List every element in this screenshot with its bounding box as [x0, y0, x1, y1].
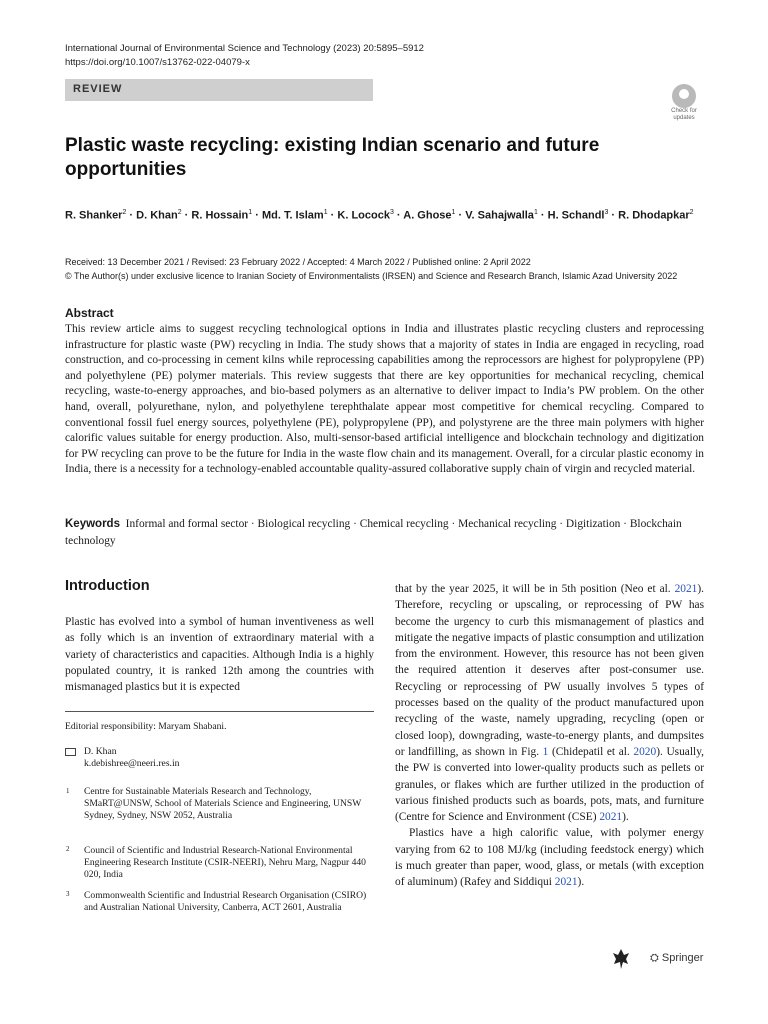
affiliation-3: Commonwealth Scientific and Industrial Research Organisation (CSIRO) and Australian National University, Canberra, ACT 2601, Australia: [84, 890, 367, 914]
keywords-block: [65, 516, 704, 549]
journal-header: [65, 42, 424, 70]
ref-link-rafey-2021[interactable]: 2021: [554, 876, 578, 889]
footnote-divider: [65, 711, 374, 712]
author-name[interactable]: A. Ghose: [403, 209, 452, 222]
badge-line2: updates: [673, 115, 695, 121]
journal-doi[interactable]: https://doi.org/10.1007/s13762-022-04079-x: [65, 57, 250, 68]
affiliation-1: Centre for Sustainable Materials Research and Technology, SMaRT@UNSW, School of Materials Science and Engineering, UNSW Sydney, Sydney, NSW 2052, Australia: [84, 786, 362, 822]
author-affiliation-mark: 1: [451, 209, 456, 216]
check-for-updates-badge[interactable]: [664, 84, 704, 126]
keywords-label: Keywords: [65, 518, 120, 530]
keywords-text: Informal and formal sector · Biological recycling · Chemical recycling · Mechanical recycling · Digitization · Blockchain technology: [65, 518, 682, 547]
author-name[interactable]: R. Shanker: [65, 209, 123, 222]
author-affiliation-mark: 2: [689, 209, 694, 216]
author-affiliation-mark: 1: [533, 209, 538, 216]
intro-paragraph-2: Plastics have a high calorific value, with polymer energy varying from 62 to 108 MJ/kg (including feedstock energy) which is much greater than paper, wood, glass, or metals (with exception of aluminum) (Rafey and Siddiqui 2021).: [395, 827, 704, 889]
publisher-name: Springer: [661, 952, 704, 964]
corr-name: D. Khan: [84, 746, 117, 757]
author-affiliation-mark: 2: [177, 209, 182, 216]
editorial-note: Editorial responsibility: Maryam Shabani.: [65, 721, 227, 732]
figure-link-1[interactable]: 1: [542, 745, 549, 758]
article-title: Plastic waste recycling: existing Indian scenario and future opportunities: [65, 135, 600, 180]
abstract-heading: Abstract: [65, 306, 114, 320]
author-affiliation-mark: 3: [604, 209, 609, 216]
abstract-text: This review article aims to suggest recycling technological options in India and illustrates plastic recycling clusters and reprocessing infrastructure for plastic waste (PW) recycling in India. The study shows that a majority of states in India are engaged in recycling, road construction, and co-processing in cement kilns while reprocessing capabilities among the reprocessors are highest for polypropylene (PP) and polyethylene (PE) polymer materials. This review suggests that there are key opportunities for mechanical recycling, chemical recycling, waste-to-energy approaches, and bio-based polymers as an alternative to deliver impact to India’s PW problem. On the other hand, overall, polyurethane, nylon, and polyethylene terephthalate appear most competitive for chemical recycling. Compared to conventional fossil fuel energy sources, polyethylene (PE), polypropylene (PP), and polystyrene are the three main polymers with higher calorific values suitable for energy production. Also, multi-sensor-based artificial intelligence and blockchain technology and digitization for PW recycling can prove to be the future for India in the waste flow chain and its management. Overall, for a circular plastic economy in India, there is a necessity for a technology-enabled accountable quality-assured collaborative supply chain of virgin and recycled material.: [65, 323, 704, 476]
envelope-icon: [65, 748, 76, 756]
journal-citation: International Journal of Environmental Science and Technology (2023) 20:5895–5912: [65, 43, 424, 54]
author-affiliation-mark: 3: [389, 209, 394, 216]
section-label: REVIEW: [73, 83, 123, 95]
publisher-logo: [650, 952, 703, 965]
affiliation-number-1: 1: [66, 787, 70, 795]
introduction-heading: Introduction: [65, 578, 150, 594]
copyright-line: © The Author(s) under exclusive licence to Iranian Society of Environmentalists (IRSEN) and Science and Research Branch, Islamic Azad University 2022: [65, 271, 678, 281]
check-updates-icon: [672, 84, 696, 108]
affiliation-number-2: 2: [66, 845, 70, 853]
author-affiliation-mark: 2: [122, 209, 127, 216]
badge-line1: Check for: [671, 108, 697, 114]
springer-horse-icon: [612, 948, 630, 970]
author-list: R. Shanker$^2$ · D. Khan$^2$ · R. Hossain$^1$ · Md. T. Islam$^1$ · K. Locock$^3$ · A. Ghose$^1$ · V. Sahajwalla$^1$ · H. Schandl$^3$ · R. Dhodapkar$^2$: [65, 209, 694, 222]
affiliation-2: Council of Scientific and Industrial Research-National Environmental Engineering Research Institute (CSIR-NEERI), Nehru Marg, Nagpur 440 020, India: [84, 845, 366, 881]
author-affiliation-mark: 1: [323, 209, 328, 216]
corr-email[interactable]: k.debishree@neeri.res.in: [84, 758, 180, 770]
ref-link-chidepatil-2020[interactable]: 2020: [633, 745, 657, 758]
history-dates: Received: 13 December 2021 / Revised: 23 February 2022 / Accepted: 4 March 2022 / Published online: 2 April 2022: [65, 257, 531, 267]
corresponding-author: [84, 746, 179, 770]
intro-column-1: Plastic has evolved into a symbol of human inventiveness as well as folly which is an invention of extraordinary material with a variety of characteristics and capacities. Although India is a highly populated country, it is ranked 12th among the countries with mismanaged plastics but it is expected: [65, 616, 374, 694]
ref-link-cse-2021[interactable]: 2021: [599, 811, 623, 824]
affiliation-number-3: 3: [66, 890, 70, 898]
author-name[interactable]: H. Schandl: [547, 209, 605, 222]
author-name[interactable]: V. Sahajwalla: [465, 209, 534, 222]
section-label-bar: [65, 79, 373, 101]
author-name[interactable]: R. Hossain: [191, 209, 249, 222]
springer-logo-icon: ⛭: [650, 952, 659, 964]
author-name[interactable]: D. Khan: [136, 209, 178, 222]
author-name[interactable]: Md. T. Islam: [261, 209, 324, 222]
intro-column-2: [395, 581, 704, 891]
author-affiliation-mark: 1: [248, 209, 253, 216]
ref-link-neo-2021[interactable]: 2021: [674, 583, 698, 595]
author-name[interactable]: K. Locock: [337, 209, 390, 222]
author-name[interactable]: R. Dhodapkar: [618, 209, 690, 222]
article-dates: [65, 255, 725, 283]
intro-paragraph-1: that by the year 2025, it will be in 5th position (Neo et al. 2021). Therefore, recycling or upscaling, or reprocessing of PW has become the urgency to curb this mismanagement of plastics and mitigate the negative impacts of plastic consumption and utilization from the environment. However, this resource has not been given the required attention it deserves after post-consumer use. Recycling or reprocessing of PW usually involves 5 types of processes based on the quality of the product manufactured upon recycling of the waste, namely upgrading, recycling (open or closed loop), downgrading, waste-to-energy plants, and dumpsites or landfilling, as shown in Fig. 1 (Chidepatil et al. 2020). Usually, the PW is converted into lower-quality products such as pellets or granules, or flakes which are further utilized in the production of various finished products such as boards, pots, mats, and furniture (Centre for Science and Environment (CSE) 2021).: [395, 583, 704, 824]
